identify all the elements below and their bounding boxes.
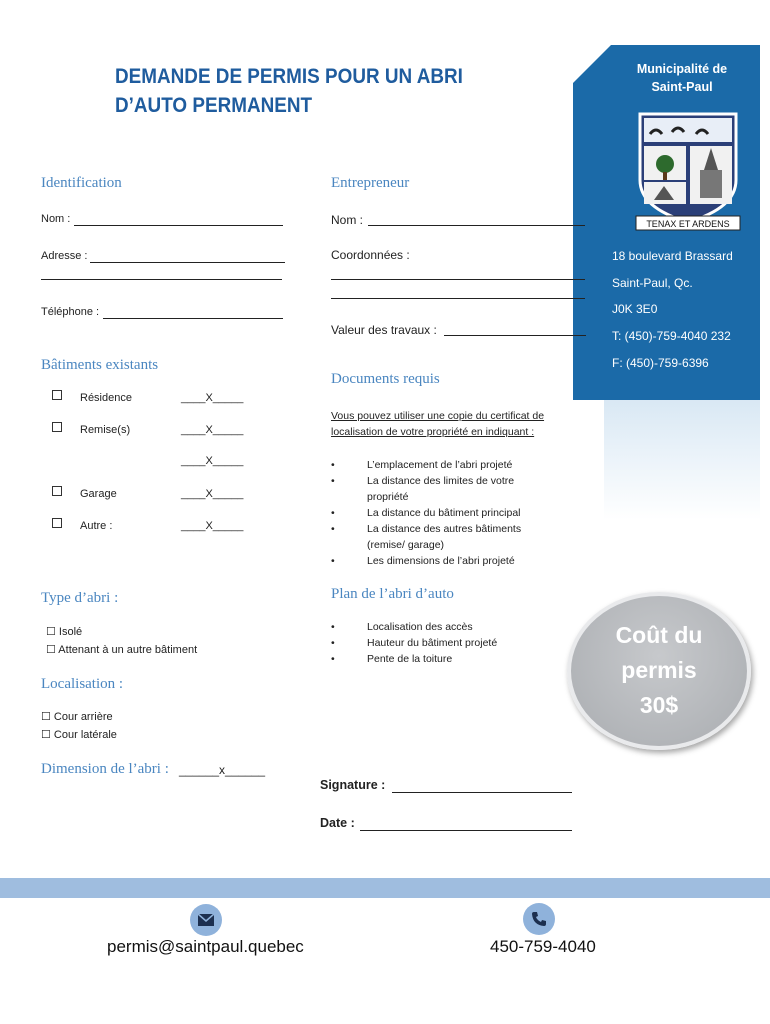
cour-arriere-option[interactable]: ☐ Cour arrière bbox=[41, 711, 113, 723]
date-field[interactable] bbox=[360, 830, 572, 831]
signature-label: Signature : bbox=[320, 778, 386, 792]
documents-intro-1: Vous pouvez utiliser une copie du certificat de bbox=[331, 410, 545, 422]
list-item-continued: propriété bbox=[367, 491, 409, 503]
cour-laterale-option[interactable]: ☐ Cour latérale bbox=[41, 729, 117, 741]
address-line-2: Saint-Paul, Qc. bbox=[612, 276, 693, 290]
adresse-field[interactable] bbox=[90, 262, 285, 263]
list-item: • La distance des autres bâtiments bbox=[331, 523, 522, 535]
coordonnees-label: Coordonnées : bbox=[331, 248, 410, 262]
attenant-option[interactable]: ☐ Attenant à un autre bâtiment bbox=[46, 644, 198, 656]
motto-text: TENAX ET ARDENS bbox=[646, 219, 730, 229]
banner-fade bbox=[604, 400, 760, 520]
garage-label: Garage bbox=[80, 488, 117, 500]
list-item: • Les dimensions de l’abri projeté bbox=[331, 555, 515, 567]
dimension-field[interactable]: ______x______ bbox=[179, 763, 266, 777]
document-title bbox=[115, 62, 493, 120]
plan-heading: Plan de l’abri d’auto bbox=[331, 586, 454, 602]
address-line-4: T: (450)-759-4040 232 bbox=[612, 329, 731, 343]
garage-checkbox[interactable] bbox=[52, 486, 62, 496]
municipality-name: Municipalité de Saint-Paul bbox=[636, 62, 728, 94]
list-item: • Localisation des accès bbox=[331, 621, 473, 633]
envelope-icon bbox=[190, 904, 222, 936]
address-line-3: J0K 3E0 bbox=[612, 302, 658, 316]
footer-bar bbox=[0, 878, 770, 898]
entrepreneur-heading: Entrepreneur bbox=[331, 175, 410, 191]
valeur-field[interactable] bbox=[444, 335, 586, 336]
list-item: • La distance du bâtiment principal bbox=[331, 507, 521, 519]
documents-list bbox=[331, 457, 581, 569]
entrepreneur-nom-field[interactable] bbox=[368, 225, 585, 226]
phone-icon bbox=[523, 903, 555, 935]
title-line-1: DEMANDE DE PERMIS POUR UN ABRI bbox=[115, 65, 463, 88]
email-link[interactable]: permis@saintpaul.quebec bbox=[107, 937, 304, 956]
cost-text: Coût du permis 30$ bbox=[615, 622, 703, 718]
type-abri-heading: Type d’abri : bbox=[41, 590, 119, 606]
date-label: Date : bbox=[320, 816, 355, 830]
signature-field[interactable] bbox=[392, 792, 572, 793]
residence-dims: ____X_____ bbox=[181, 392, 244, 404]
telephone-field[interactable] bbox=[103, 318, 283, 319]
isole-option[interactable]: ☐ Isolé bbox=[46, 626, 83, 638]
garage-dims: ____X_____ bbox=[181, 488, 244, 500]
telephone-label: Téléphone : bbox=[41, 306, 100, 318]
remise-dims: ____X_____ bbox=[181, 424, 244, 436]
documents-intro-2: localisation de votre propriété en indiquant : bbox=[331, 426, 535, 438]
list-item: • La distance des limites de votre bbox=[331, 475, 515, 487]
phone-number[interactable]: 450-759-4040 bbox=[490, 937, 596, 956]
address-line-1: 18 boulevard Brassard bbox=[612, 249, 733, 263]
list-item: • Hauteur du bâtiment projeté bbox=[331, 637, 498, 649]
remise-label: Remise(s) bbox=[80, 424, 131, 436]
adresse-label: Adresse : bbox=[41, 250, 88, 262]
remise-checkbox[interactable] bbox=[52, 422, 62, 432]
adresse-field-2[interactable] bbox=[41, 279, 282, 280]
address-line-5: F: (450)-759-6396 bbox=[612, 356, 709, 370]
coordonnees-field-2[interactable] bbox=[331, 298, 585, 299]
list-item-continued: (remise/ garage) bbox=[367, 539, 445, 551]
entrepreneur-nom-label: Nom : bbox=[331, 213, 364, 227]
autre-dims: ____X_____ bbox=[181, 520, 244, 532]
plan-list bbox=[331, 619, 561, 667]
coat-of-arms-icon bbox=[632, 110, 744, 242]
valeur-label: Valeur des travaux : bbox=[331, 323, 437, 337]
nom-label: Nom : bbox=[41, 213, 71, 225]
autre-checkbox[interactable] bbox=[52, 518, 62, 528]
remise-dims-2: ____X_____ bbox=[181, 455, 244, 467]
residence-checkbox[interactable] bbox=[52, 390, 62, 400]
autre-label: Autre : bbox=[80, 520, 113, 532]
batiments-heading: Bâtiments existants bbox=[41, 357, 159, 373]
localisation-heading: Localisation : bbox=[41, 676, 124, 692]
list-item: • L’emplacement de l’abri projeté bbox=[331, 459, 513, 471]
residence-label: Résidence bbox=[80, 392, 132, 404]
list-item: • Pente de la toiture bbox=[331, 653, 453, 665]
nom-field[interactable] bbox=[74, 225, 283, 226]
documents-heading: Documents requis bbox=[331, 371, 440, 387]
title-line-2: D’AUTO PERMANENT bbox=[115, 94, 313, 117]
identification-heading: Identification bbox=[41, 175, 122, 191]
dimension-heading: Dimension de l’abri : bbox=[41, 761, 169, 777]
coordonnees-field-1[interactable] bbox=[331, 279, 585, 280]
